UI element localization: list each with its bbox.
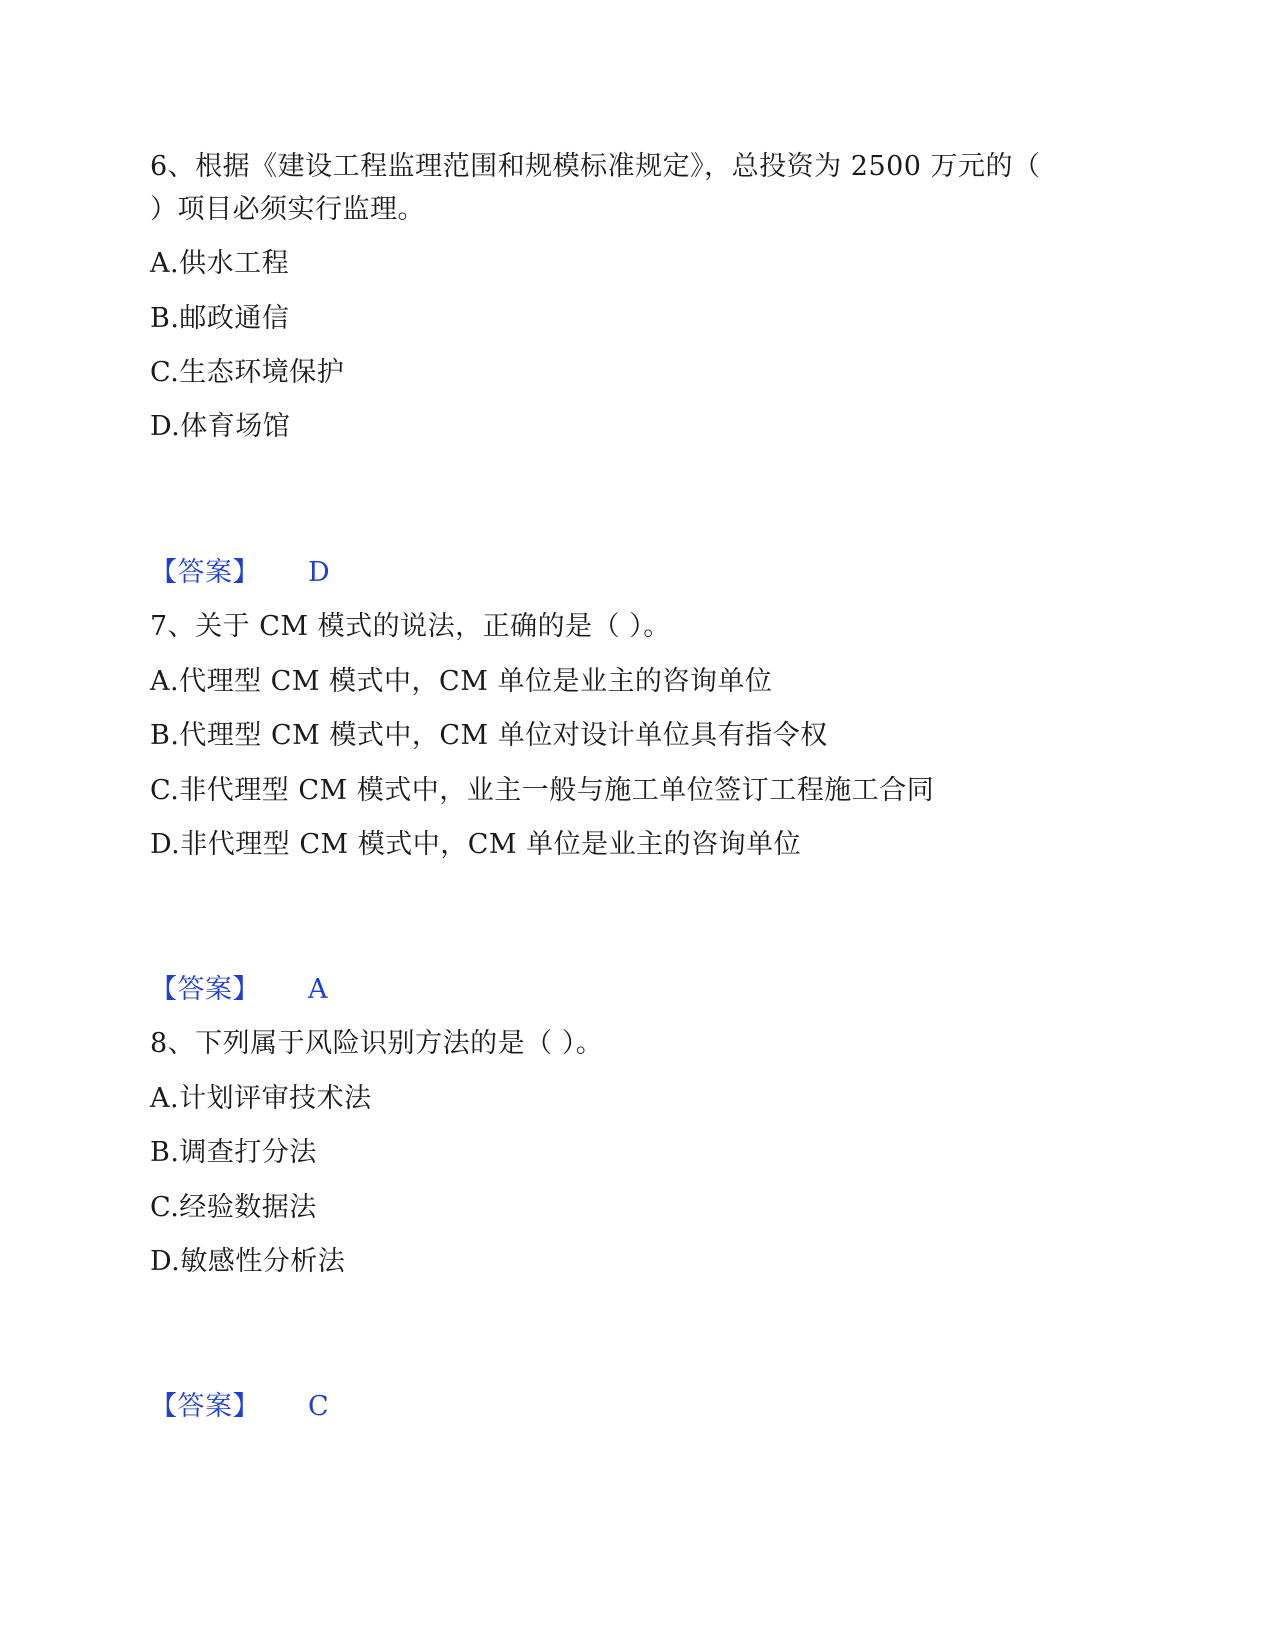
option-c: C.生态环境保护 xyxy=(150,357,345,388)
answer-value: D xyxy=(308,557,330,588)
answer xyxy=(150,555,330,591)
option-b: B.代理型 CM 模式中，CM 单位对设计单位具有指令权 xyxy=(150,720,828,751)
question-stem: 6、根据《建设工程监理范围和规模标准规定》，总投资为 2500 万元的（ xyxy=(150,151,1041,182)
answer-label: 【答案】 xyxy=(150,1391,260,1422)
question-stem: 7、关于 CM 模式的说法，正确的是（ ）。 xyxy=(150,611,671,642)
option-d: D.体育场馆 xyxy=(150,411,291,442)
option-a: A.代理型 CM 模式中，CM 单位是业主的咨询单位 xyxy=(150,666,773,697)
question-stem: 8、下列属于风险识别方法的是（ ）。 xyxy=(150,1028,604,1059)
answer-label: 【答案】 xyxy=(150,557,260,588)
option-d: D.非代理型 CM 模式中，CM 单位是业主的咨询单位 xyxy=(150,829,802,860)
option-b: B.邮政通信 xyxy=(150,303,290,334)
option-c: C.经验数据法 xyxy=(150,1192,317,1223)
option-c: C.非代理型 CM 模式中，业主一般与施工单位签订工程施工合同 xyxy=(150,775,935,806)
option-d: D.敏感性分析法 xyxy=(150,1246,346,1277)
option-b: B.调查打分法 xyxy=(150,1137,317,1168)
question-stem-continued: ）项目必须实行监理。 xyxy=(150,194,425,225)
answer-value: C xyxy=(308,1391,329,1422)
answer xyxy=(150,1389,329,1425)
answer xyxy=(150,972,328,1008)
answer-value: A xyxy=(308,974,328,1005)
option-a: A.供水工程 xyxy=(150,248,290,279)
option-a: A.计划评审技术法 xyxy=(150,1083,372,1114)
answer-label: 【答案】 xyxy=(150,974,260,1005)
